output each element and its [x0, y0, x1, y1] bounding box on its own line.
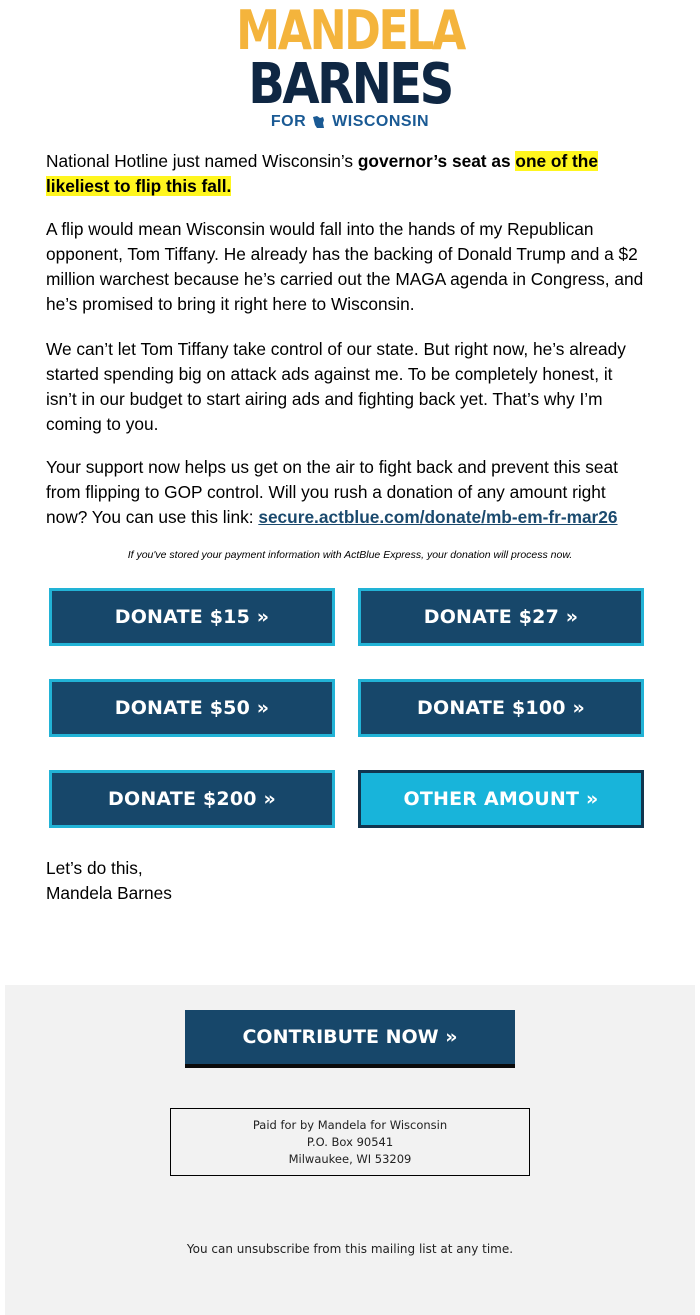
intro-bold: governor’s seat as	[357, 151, 516, 171]
logo-first-name: MANDELA	[236, 0, 464, 62]
donate-50-button[interactable]: DONATE $50 »	[49, 679, 335, 737]
signoff	[46, 856, 172, 906]
city-line: Milwaukee, WI 53209	[288, 1152, 412, 1166]
actblue-express-note: If you've stored your payment information with ActBlue Express, your donation will process now.	[127, 549, 573, 561]
donate-link[interactable]: secure.actblue.com/donate/mb-em-fr-mar26	[258, 507, 618, 527]
signature-name: Mandela Barnes	[46, 883, 172, 903]
other-amount-button[interactable]: OTHER AMOUNT »	[358, 770, 644, 828]
footer	[5, 985, 695, 1315]
paragraph-attack-ads-text: We can’t let Tom Tiffany take control of our state. But right now, he’s already started spending big on attack ads against me. To be completely honest, it isn’t in our budget to start airing ads and fighting back yet. That’s why I’m coming to you.	[46, 339, 626, 434]
paragraph-ask-text: Your support now helps us get on the air to fight back and prevent this seat from flipping to GOP control. Will you rush a donation of any amount right now? You can use this link:	[46, 457, 618, 527]
paragraph-opponent-text: A flip would mean Wisconsin would fall into the hands of my Republican opponent, Tom Tiffany. He already has the backing of Donald Trump and a $2 million warchest because he’s carried out the MAGA agenda in Congress, and he’s promised to bring it right here to Wisconsin.	[46, 219, 644, 314]
paragraph-ask	[46, 455, 646, 530]
signoff-line: Let’s do this,	[46, 858, 143, 878]
contribute-now-button[interactable]: CONTRIBUTE NOW »	[185, 1010, 515, 1068]
donate-15-button[interactable]: DONATE $15 »	[49, 588, 335, 646]
po-box-line: P.O. Box 90541	[306, 1135, 394, 1149]
paid-for-line: Paid for by Mandela for Wisconsin	[252, 1118, 448, 1132]
campaign-logo	[0, 0, 700, 132]
paragraph-opponent	[46, 217, 646, 317]
intro-highlight: one of the likeliest to flip this fall.	[46, 151, 598, 196]
donate-200-button[interactable]: DONATE $200 »	[49, 770, 335, 828]
paragraph-attack-ads	[46, 337, 646, 437]
unsubscribe-notice: You can unsubscribe from this mailing list at any time.	[186, 1242, 514, 1256]
paid-for-disclaimer	[170, 1108, 530, 1176]
intro-lead: National Hotline just named Wisconsin’s	[46, 151, 358, 171]
donate-100-button[interactable]: DONATE $100 »	[358, 679, 644, 737]
donate-27-button[interactable]: DONATE $27 »	[358, 588, 644, 646]
paragraph-intro	[46, 149, 646, 199]
logo-for: FOR	[270, 113, 307, 130]
logo-state: WISCONSIN	[332, 113, 430, 130]
logo-last-name: BARNES	[248, 52, 452, 117]
